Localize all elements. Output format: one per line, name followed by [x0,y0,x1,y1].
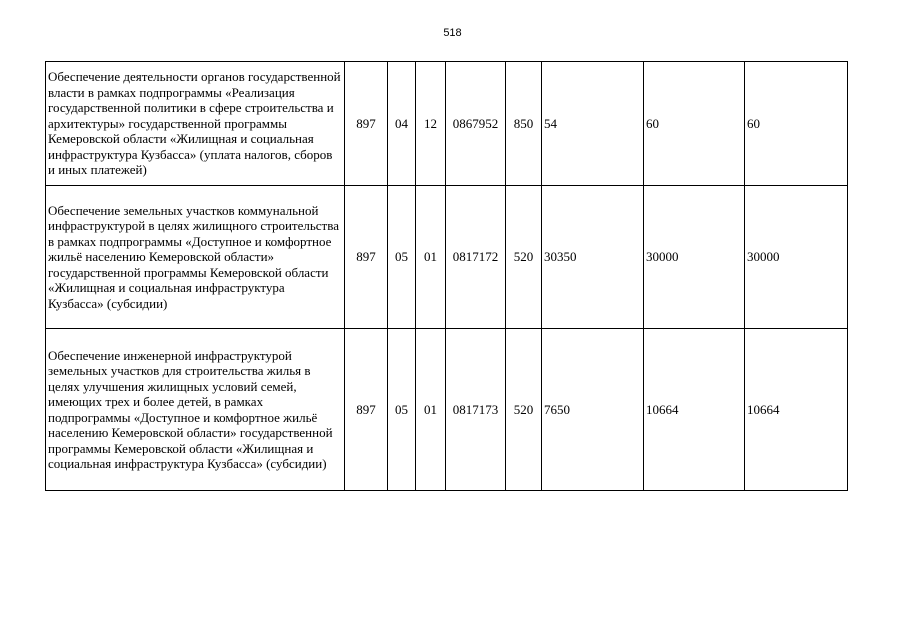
table-row [46,186,848,329]
page-number: 518 [443,27,462,39]
amount-year3-cell: 30000 [745,186,848,329]
ministry-code-cell: 897 [345,329,388,491]
amount-year1-cell: 54 [542,62,644,186]
amount-year2-cell: 30000 [644,186,745,329]
target-article-cell: 0867952 [446,62,506,186]
section-code-cell: 05 [388,329,416,491]
amount-year2-cell: 10664 [644,329,745,491]
target-article-cell: 0817172 [446,186,506,329]
description-cell: Обеспечение инженерной инфраструктурой земельных участков для строительства жилья в целях улучшения жилищных условий семей, имеющих трех и более детей, в рамках подпрограммы «Доступное и комфортное жильё населению Кемеровской области» государственной программы Кемеровской области «Жилищная и социальная инфраструктура Кузбасса» (субсидии) [46,329,345,491]
table-row [46,62,848,186]
expense-type-cell: 520 [506,186,542,329]
amount-year2-cell: 60 [644,62,745,186]
ministry-code-cell: 897 [345,186,388,329]
expense-type-cell: 520 [506,329,542,491]
table-row [46,329,848,491]
amount-year3-cell: 60 [745,62,848,186]
budget-table [45,61,848,491]
amount-year3-cell: 10664 [745,329,848,491]
description-cell: Обеспечение земельных участков коммунальной инфраструктурой в целях жилищного строительства в рамках подпрограммы «Доступное и комфортное жильё населению Кемеровской области» государственной программы Кемеровской области «Жилищная и социальная инфраструктура Кузбасса» (субсидии) [46,186,345,329]
subsection-code-cell: 12 [416,62,446,186]
description-cell: Обеспечение деятельности органов государственной власти в рамках подпрограммы «Реализация государственной политики в сфере строительства и архитектуры» государственной программы Кемеровской области «Жилищная и социальная инфраструктура Кузбасса» (уплата налогов, сборов и иных платежей) [46,62,345,186]
section-code-cell: 05 [388,186,416,329]
subsection-code-cell: 01 [416,186,446,329]
ministry-code-cell: 897 [345,62,388,186]
target-article-cell: 0817173 [446,329,506,491]
subsection-code-cell: 01 [416,329,446,491]
amount-year1-cell: 7650 [542,329,644,491]
expense-type-cell: 850 [506,62,542,186]
section-code-cell: 04 [388,62,416,186]
amount-year1-cell: 30350 [542,186,644,329]
